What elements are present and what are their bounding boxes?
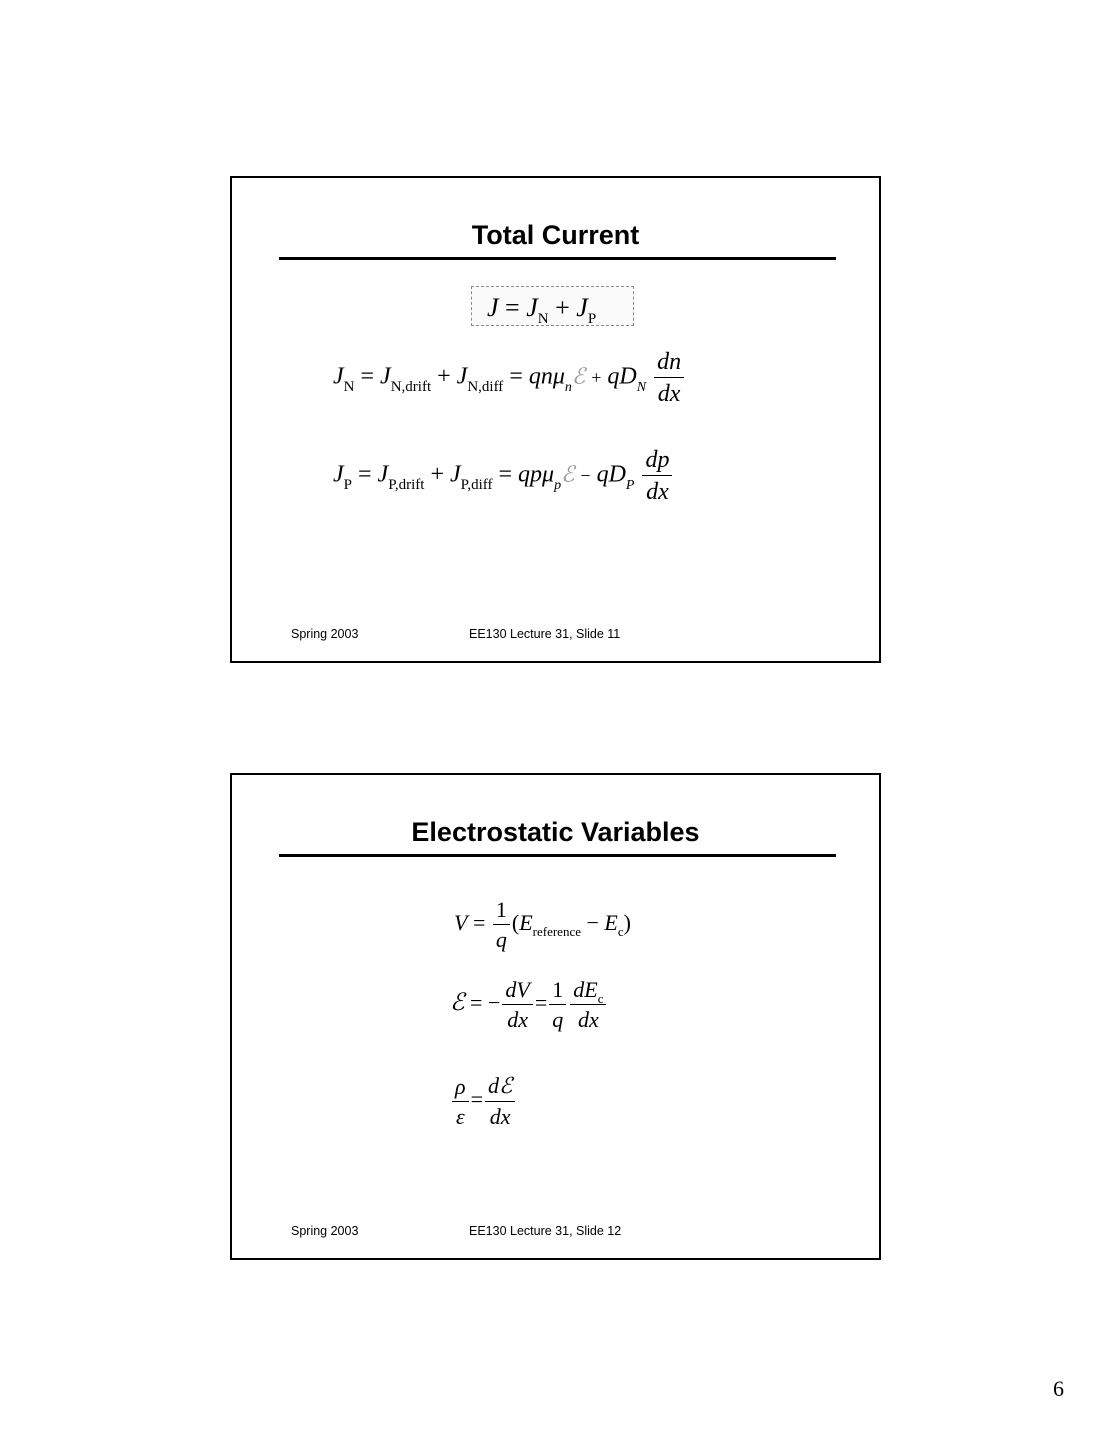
title-rule <box>279 257 836 260</box>
footer-date: Spring 2003 <box>291 627 359 641</box>
equation-potential: V = $\frac{1}{q}$ $(E_{reference} - E_c)$ <box>454 897 631 952</box>
equation-electric-field: ℰ = − $\frac{dV}{dx}$ = $\frac{1}{q}$ $\frac{dE_c}{dx}$ <box>450 979 608 1031</box>
slide-title: Total Current <box>471 220 640 250</box>
equation-poisson: $\frac{\rho}{\varepsilon}$ = $\frac{\text{dℰ}}{dx}$ <box>450 1075 517 1128</box>
equation-total-current: $J = J_N + J_P$ <box>471 286 634 326</box>
footer-slide-label: EE130 Lecture 31, Slide 12 <box>469 1224 622 1238</box>
slide-title: Electrostatic Variables <box>411 817 700 847</box>
footer-slide-label: EE130 Lecture 31, Slide 11 <box>469 627 621 641</box>
slide-11 <box>230 176 881 663</box>
footer-date: Spring 2003 <box>291 1224 359 1238</box>
page-number: 6 <box>1053 1376 1064 1401</box>
title-rule <box>279 854 836 857</box>
equation-electron-current: $J_N = J_{N,drift} + J_{N,diff}$ = qnμ$_n$ℰ + $qD_N$ $\frac{dn}{dx}$ <box>333 350 686 406</box>
equation-hole-current: $J_P = J_{P,drift} + J_{P,diff}$ = qpμ$_p$ℰ − $qD_P$ $\frac{dp}{dx}$ <box>333 448 674 504</box>
slide-12 <box>230 773 881 1260</box>
